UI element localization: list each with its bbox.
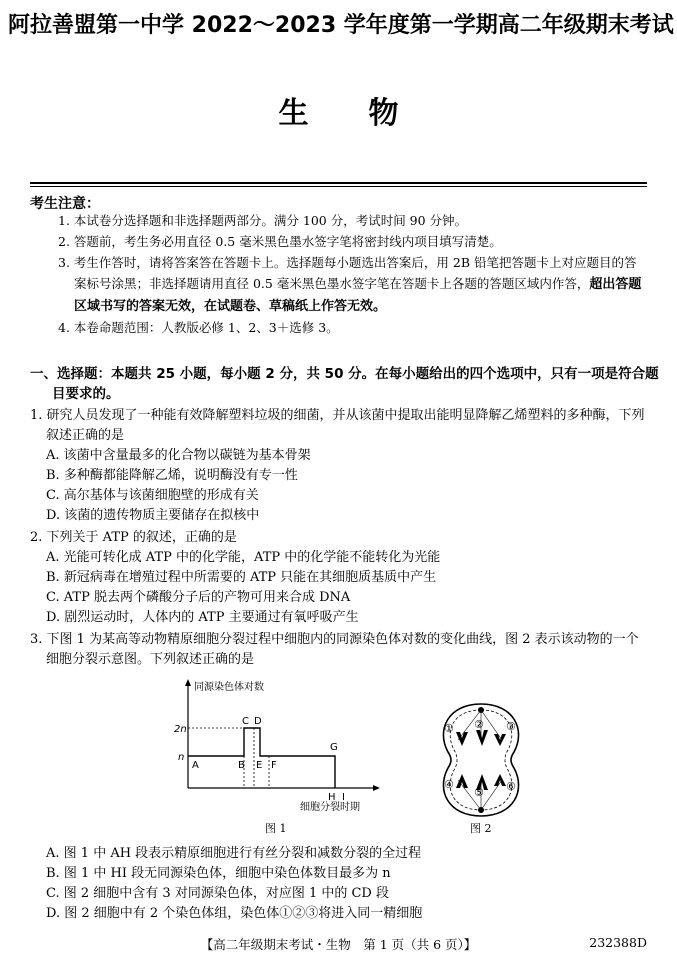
- question-3-options: [30, 844, 650, 924]
- option-a: A. 该菌中含量最多的化合物以碳链为基本骨架: [46, 448, 311, 463]
- y-axis-label: 同源染色体对数: [194, 682, 264, 693]
- point-label: C: [242, 716, 249, 727]
- question-stem: 2. 下列关于 ATP 的叙述，正确的是: [30, 530, 237, 545]
- chromosome-label: ⑥: [506, 780, 516, 793]
- chromosome-label: ⑤: [474, 786, 484, 799]
- y-tick-2n: 2n: [174, 724, 187, 735]
- point-label: D: [254, 716, 262, 727]
- point-label: A: [192, 760, 199, 771]
- notice-item: 2. 答题前，考生务必用直径 0.5 毫米黑色墨水签字笔将密封线内项目填写清楚。: [58, 234, 502, 249]
- notice-list: [58, 210, 648, 338]
- option-b: B. 多种酶都能降解乙烯，说明酶没有专一性: [46, 468, 298, 483]
- question-2: [30, 528, 650, 628]
- chromosome-label: ③: [506, 720, 516, 733]
- divider-thick: [30, 182, 647, 184]
- notice-item-text: 3. 考生作答时，请将答案答在答题卡上。选择题每小题选出答案后，用 2B 铅笔把答题卡上对应题目的答案标号涂黑；非选择题请用直径 0.5 毫米黑色墨水签字笔在答题卡上各题的答题区域内作答，: [58, 255, 637, 291]
- exam-title: 阿拉善盟第一中学 2022～2023 学年度第一学期高二年级期末考试: [8, 13, 674, 38]
- chromosome-label: ②: [474, 718, 484, 731]
- y-tick-n: n: [178, 752, 185, 763]
- option-c: C. 图 2 细胞中含有 3 对同源染色体，对应图 1 中的 CD 段: [46, 886, 389, 901]
- point-label: H: [328, 792, 336, 803]
- question-stem: 3. 下图 1 为某高等动物精原细胞分裂过程中细胞内的同源染色体对数的变化曲线，图 2 表示该动物的一个细胞分裂示意图。下列叙述正确的是: [30, 632, 639, 667]
- option-c: C. 高尔基体与该菌细胞壁的形成有关: [46, 488, 259, 503]
- x-axis-label: 细胞分裂时期: [300, 802, 360, 813]
- chromosome-label: ④: [444, 778, 454, 791]
- notice-item: 4. 本卷命题范围：人教版必修 1、2、3＋选修 3。: [58, 320, 339, 335]
- figure-1-chart: [170, 676, 400, 818]
- point-label: G: [330, 742, 338, 753]
- curve: [188, 728, 335, 788]
- figure-1-caption: 图 1: [265, 822, 287, 835]
- x-axis-arrow: [373, 785, 380, 791]
- option-d: D. 该菌的遗传物质主要储存在拟核中: [46, 508, 260, 523]
- point-label: E: [256, 760, 263, 771]
- notice-heading: 考生注意：: [30, 196, 100, 212]
- page-footer: 【高二年级期末考试・生物 第 1 页（共 6 页）】: [200, 937, 477, 952]
- paper-code: 232388D: [589, 935, 647, 950]
- question-1: [30, 406, 650, 526]
- point-label: F: [271, 760, 277, 771]
- point-label: B: [238, 760, 245, 771]
- point-label: I: [342, 792, 345, 803]
- chromosomes: [456, 730, 506, 790]
- option-b: B. 图 1 中 HI 段无同源染色体，细胞中染色体数目最多为 n: [46, 866, 391, 881]
- notice-item: 1. 本试卷分选择题和非选择题两部分。满分 100 分，考试时间 90 分钟。: [58, 213, 468, 228]
- option-d: D. 图 2 细胞中有 2 个染色体组，染色体①②③将进入同一精细胞: [46, 906, 423, 921]
- figure-2-diagram: [436, 700, 526, 820]
- option-d: D. 剧烈运动时，人体内的 ATP 主要通过有氧呼吸产生: [46, 610, 359, 625]
- divider-thin: [30, 186, 647, 187]
- figure-2-caption: 图 2: [470, 822, 492, 835]
- chromosome-label: ①: [444, 722, 454, 735]
- option-a: A. 图 1 中 AH 段表示精原细胞进行有丝分裂和减数分裂的全过程: [46, 846, 422, 861]
- subject-title: 生物: [278, 96, 459, 131]
- question-stem: 1. 研究人员发现了一种能有效降解塑料垃圾的细菌，并从该菌中提取出能明显降解乙烯塑料的多种酶，下列叙述正确的是: [30, 408, 645, 443]
- y-axis-arrow: [185, 679, 191, 686]
- option-b: B. 新冠病毒在增殖过程中所需要的 ATP 只能在其细胞质基质中产生: [46, 570, 437, 585]
- section-heading: 一、选择题：本题共 25 小题，每小题 2 分，共 50 分。在每小题给出的四个选项中，只有一项是符合题目要求的。: [30, 366, 659, 402]
- option-a: A. 光能可转化成 ATP 中的化学能，ATP 中的化学能不能转化为光能: [46, 550, 441, 565]
- question-3: [30, 630, 650, 670]
- notice-item-emphasis: 超出答题区域书写的答案无效，在试题卷、草稿纸上作答无效。: [74, 277, 642, 314]
- option-c: C. ATP 脱去两个磷酸分子后的产物可用来合成 DNA: [46, 590, 351, 605]
- notice-item: [58, 252, 648, 317]
